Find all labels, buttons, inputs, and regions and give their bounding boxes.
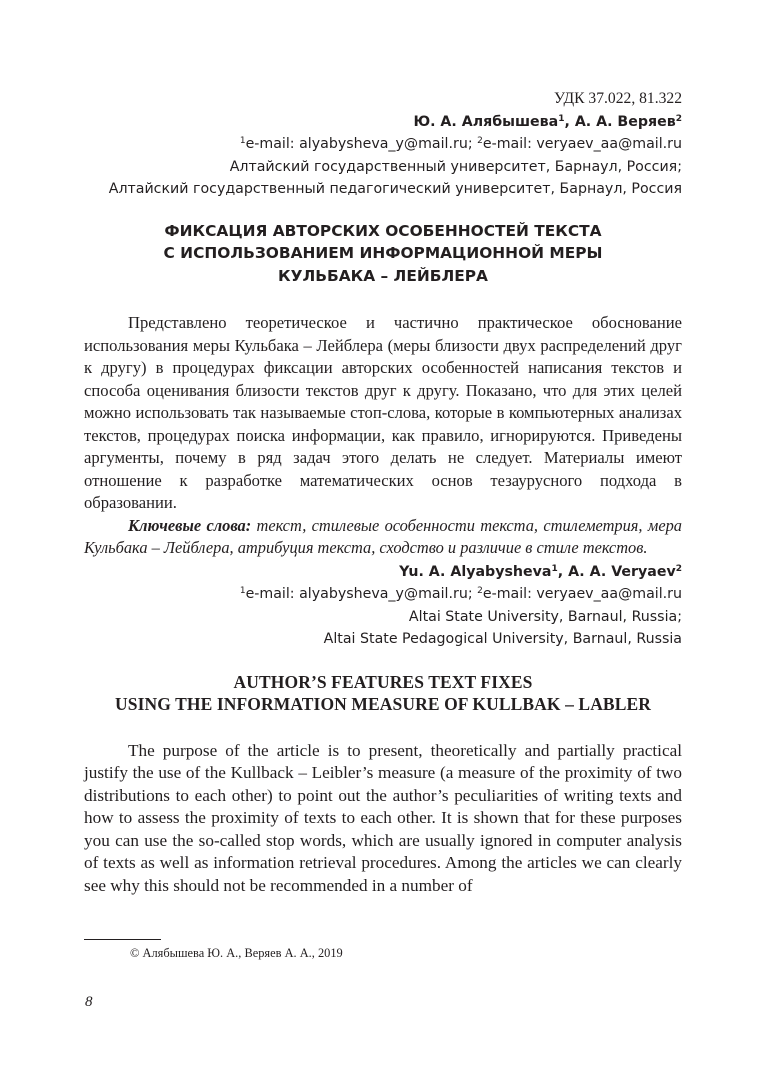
keywords-label: Ключевые слова: (128, 515, 252, 535)
article-page (84, 88, 682, 897)
ru-title (84, 220, 682, 288)
copyright-footnote: © Алябышева Ю. А., Веряев А. А., 2019 (130, 946, 343, 960)
en-title (84, 671, 682, 716)
ru-title-line: С ИСПОЛЬЗОВАНИЕМ ИНФОРМАЦИОННОЙ МЕРЫ (163, 244, 603, 262)
ru-title-line: КУЛЬБАКА – ЛЕЙБЛЕРА (278, 266, 488, 285)
ru-emails: $^1$e-mail: alyabysheva_y@mail.ru; $^2$e-mail: veryaev_aa@mail.ru (239, 136, 682, 152)
udk-code: УДК 37.022, 81.322 (554, 90, 682, 107)
ru-header (84, 88, 682, 201)
ru-keywords (84, 515, 682, 560)
en-abstract: The purpose of the article is to present, theoretically and partially practical justify the use of the Kullback – Leibler’s measure (a measure of the proximity of two distributions to each other) to point out the author’s peculiarities of writing texts and how to assess the proximity of texts to each other. It is shown that for these purposes you can use the so-called stop words, which are usually ignored in computer analysis of texts as well as information retrieval procedures. Among the articles we can clearly see why this should not be recommended in a number of (84, 740, 682, 895)
ru-affiliation-2: Алтайский государственный педагогический университет, Барнаул, Россия (108, 181, 682, 197)
en-email-1: e-mail: alyabysheva_y@mail.ru; (245, 586, 478, 602)
ru-authors: Ю. А. Алябышева$^1$, А. А. Веряев$^2$ (413, 113, 682, 130)
ru-abstract: Представлено теоретическое и частично практическое обоснование использования меры Кульбака – Лейблера (меры близости двух распределений друг к другу) в процедурах фиксации авторских особенностей написания текстов и способа оценивания близости текстов друг к другу. Показано, что для этих целей можно использовать так называемые стоп-слова, которые в компьютерных анализах текстов, процедурах поиска информации, как правило, игнорируются. Приведены аргументы, почему в ряд задач этого делать не следует. Материалы имеют отношение к разработке математических основ тезаурусного подхода в образовании. (84, 313, 682, 512)
en-title-line: AUTHOR’S FEATURES TEXT FIXES (233, 671, 533, 692)
ru-title-line: ФИКСАЦИЯ АВТОРСКИХ ОСОБЕННОСТЕЙ ТЕКСТА (164, 221, 602, 240)
footnote-divider (84, 939, 161, 940)
ru-affiliation-1: Алтайский государственный университет, Барнаул, Россия; (229, 158, 682, 175)
en-emails: $^1$e-mail: alyabysheva_y@mail.ru; $^2$e-mail: veryaev_aa@mail.ru (239, 586, 682, 602)
en-email-2: e-mail: veryaev_aa@mail.ru (482, 586, 682, 602)
ru-author-2: А. А. Веряев (574, 113, 676, 130)
page-number: 8 (85, 994, 93, 1010)
en-affiliation-2: Altai State Pedagogical University, Barnaul, Russia (323, 631, 682, 647)
ru-author-1: Ю. А. Алябышева (413, 113, 559, 130)
ru-email-2: e-mail: veryaev_aa@mail.ru (482, 136, 682, 152)
en-title-line: USING THE INFORMATION MEASURE OF KULLBAK – LABLER (115, 694, 651, 714)
en-authors: Yu. A. Alyabysheva$^1$, A. A. Veryaev$^2$ (399, 563, 682, 580)
keywords-text: текст, стилевые особенности текста, стилеметрия, мера Кульбака – Лейблера, атрибуция текста, сходство и различие в стиле текстов. (84, 515, 682, 557)
en-author-2: A. A. Veryaev (568, 563, 676, 580)
ru-email-1: e-mail: alyabysheva_y@mail.ru; (245, 136, 478, 152)
en-affiliation-1: Altai State University, Barnaul, Russia; (408, 608, 682, 625)
en-header (84, 561, 682, 651)
en-author-1: Yu. A. Alyabysheva (399, 563, 552, 580)
